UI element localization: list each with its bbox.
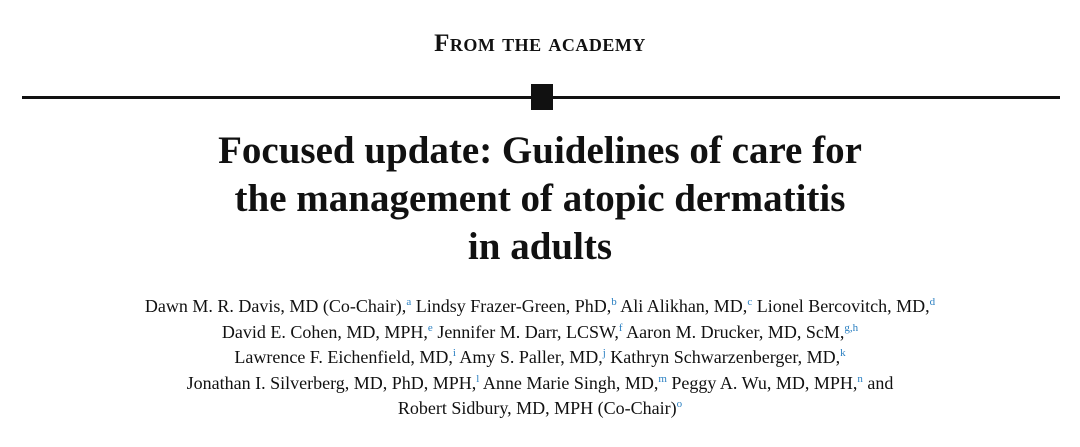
affiliation-link[interactable]: b — [611, 296, 617, 308]
title-line: Focused update: Guidelines of care for — [218, 129, 862, 172]
author-line — [0, 345, 1080, 371]
author-name: Kathryn Schwarzenberger, MD, — [605, 347, 841, 367]
author-name: Lindsy Frazer-Green, PhD, — [411, 296, 612, 316]
author-name: Aaron M. Drucker, MD, ScM, — [622, 321, 845, 342]
author-line — [0, 371, 1080, 397]
title-line: the management of atopic dermatitis — [234, 177, 846, 220]
affiliation-link[interactable]: d — [929, 296, 936, 308]
author-name: and — [862, 372, 894, 393]
affiliation-link[interactable]: m — [658, 372, 667, 385]
author-name: Lionel Bercovitch, MD, — [752, 296, 930, 316]
author-name: Peggy A. Wu, MD, MPH, — [666, 372, 858, 393]
author-name: Anne Marie Singh, MD, — [479, 372, 659, 393]
affiliation-link[interactable]: f — [618, 321, 623, 334]
affiliation-link[interactable]: i — [452, 347, 456, 359]
affiliation-link[interactable]: a — [406, 296, 412, 308]
affiliation-link[interactable]: o — [676, 398, 683, 410]
header-rule-marker — [531, 84, 553, 110]
affiliation-link[interactable]: k — [840, 347, 846, 359]
affiliation-link[interactable]: c — [747, 296, 753, 308]
article-title — [0, 127, 1080, 271]
affiliation-link[interactable]: j — [602, 347, 606, 359]
author-line — [0, 294, 1080, 320]
affiliation-link[interactable]: l — [476, 372, 480, 385]
author-list — [0, 294, 1080, 422]
author-name: Dawn M. R. Davis, MD (Co-Chair), — [144, 296, 407, 316]
author-name: Jennifer M. Darr, LCSW, — [432, 321, 619, 342]
author-name: Jonathan I. Silverberg, MD, PhD, MPH, — [186, 372, 477, 393]
affiliation-link[interactable]: n — [857, 372, 863, 385]
author-name: Lawrence F. Eichenfield, MD, — [234, 347, 453, 367]
affiliation-link[interactable]: e — [427, 321, 433, 334]
section-label: From the academy — [434, 30, 646, 57]
author-line — [0, 320, 1080, 346]
author-name: Amy S. Paller, MD, — [455, 347, 603, 367]
author-line — [0, 396, 1080, 422]
author-name: David E. Cohen, MD, MPH, — [221, 321, 428, 342]
author-name: Robert Sidbury, MD, MPH (Co-Chair) — [397, 398, 677, 418]
title-line: in adults — [467, 225, 613, 268]
author-name: Ali Alikhan, MD, — [616, 296, 748, 316]
affiliation-link[interactable]: g,h — [844, 321, 859, 334]
